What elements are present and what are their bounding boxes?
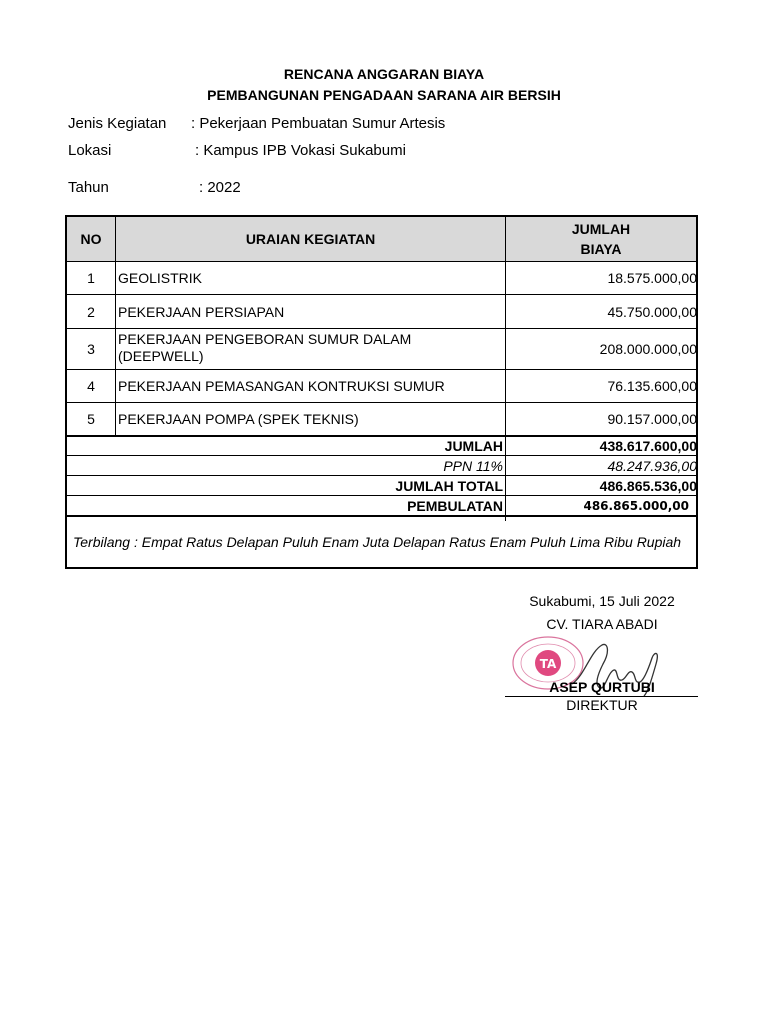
info-value-lokasi: : Kampus IPB Vokasi Sukabumi [195,142,406,159]
table-row-uraian-line2: (DEEPWELL) [118,348,204,364]
table-row-amount: 76.135.600,00 [607,378,697,394]
summary-total-amount: 486.865.536,00 [599,477,697,494]
signature-company: CV. TIARA ABADI [546,616,658,632]
budget-table [65,215,698,569]
table-row-uraian: PEKERJAAN PERSIAPAN [118,303,285,320]
document-subtitle: PEMBANGUNAN PENGADAAN SARANA AIR BERSIH [207,87,561,103]
header-jumlah: JUMLAH [571,221,631,237]
table-row-uraian: PEKERJAAN POMPA (SPEK TEKNIS) [118,411,359,427]
info-value-jenis: : Pekerjaan Pembuatan Sumur Artesis [191,115,446,132]
info-value-tahun: : 2022 [199,179,241,196]
table-row-uraian: PEKERJAAN PENGEBORAN SUMUR DALAM [118,331,412,347]
table-row-no: 1 [87,270,95,286]
summary-ppn-amount: 48.247.936,00 [607,457,697,474]
table-row-no: 2 [87,303,95,320]
table-row-amount: 18.575.000,00 [607,270,697,286]
table-row-no: 5 [87,411,95,427]
info-label-tahun: Tahun [68,179,109,196]
summary-pembulatan-amount: 486.865.000,00 [583,498,689,513]
info-label-jenis: Jenis Kegiatan [68,115,167,132]
table-row-no: 3 [87,341,95,357]
summary-jumlah-label: JUMLAH [444,438,503,454]
table-row-uraian: PEKERJAAN PEMASANGAN KONTRUKSI SUMUR [118,378,445,394]
summary-jumlah-amount: 438.617.600,00 [599,438,697,454]
summary-total-label: JUMLAH TOTAL [395,477,503,494]
signature-name: ASEP QURTUBI [549,679,655,695]
document-title: RENCANA ANGGARAN BIAYA [283,66,485,82]
table-row-amount: 90.157.000,00 [607,411,697,427]
terbilang-text: Terbilang : Empat Ratus Delapan Puluh Enam Juta Delapan Ratus Enam Puluh Lima Ribu Rupiah [73,534,682,550]
table-row-no: 4 [87,378,95,394]
summary-pembulatan-label: PEMBULATAN [407,497,503,514]
table-row-amount: 208.000.000,00 [599,341,697,357]
table-row-amount: 45.750.000,00 [607,303,697,320]
info-label-lokasi: Lokasi [68,142,112,159]
summary-ppn-label: PPN 11% [443,457,503,474]
signature-position: DIREKTUR [566,697,638,713]
header-uraian: URAIAN KEGIATAN [245,231,376,247]
header-biaya: BIAYA [580,241,622,257]
table-row-uraian: GEOLISTRIK [118,270,203,286]
header-no: NO [80,231,102,247]
signature-place-date: Sukabumi, 15 Juli 2022 [529,593,675,609]
stamp-logo: TA [539,657,557,671]
